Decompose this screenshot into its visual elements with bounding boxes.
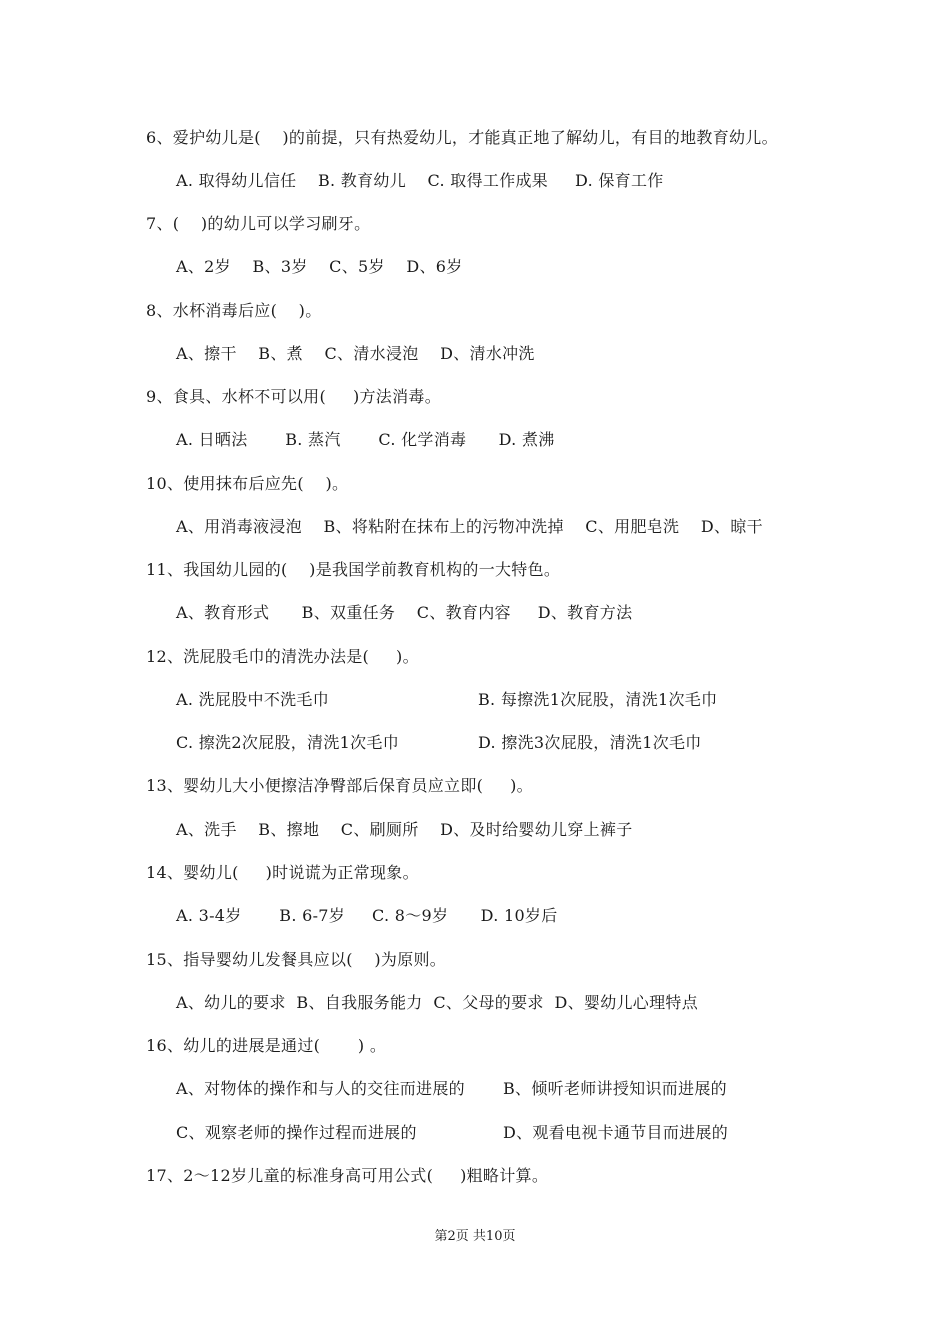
- question-13-options: A、洗手 B、擦地 C、刷厕所 D、及时给婴幼儿穿上裤子: [176, 820, 633, 839]
- question-15-options: A、幼儿的要求 B、自我服务能力 C、父母的要求 D、婴幼儿心理特点: [176, 993, 698, 1012]
- question-12-option-a: A. 洗屁股中不洗毛巾: [176, 690, 330, 709]
- question-16: 16、幼儿的进展是通过( ) 。: [146, 1036, 387, 1055]
- question-16-option-a: A、对物体的操作和与人的交往而进展的: [176, 1079, 465, 1098]
- question-15: 15、指导婴幼儿发餐具应以( )为原则。: [146, 950, 447, 969]
- question-12-option-c: C. 擦洗2次屁股，清洗1次毛巾: [176, 733, 400, 752]
- question-12-option-b: B. 每擦洗1次屁股，清洗1次毛巾: [478, 690, 718, 709]
- page-footer: 第2页 共10页: [434, 1229, 516, 1244]
- question-6-options: A. 取得幼儿信任 B. 教育幼儿 C. 取得工作成果 D. 保育工作: [176, 171, 664, 190]
- question-10-options: A、用消毒液浸泡 B、将粘附在抹布上的污物冲洗掉 C、用肥皂洗 D、晾干: [176, 517, 763, 536]
- question-17: 17、2～12岁儿童的标准身高可用公式( )粗略计算。: [146, 1166, 549, 1185]
- question-14: 14、婴幼儿( )时说谎为正常现象。: [146, 863, 419, 882]
- question-9: 9、食具、水杯不可以用( )方法消毒。: [146, 387, 441, 406]
- question-16-option-b: B、倾听老师讲授知识而进展的: [503, 1079, 727, 1098]
- question-7: 7、( )的幼儿可以学习刷牙。: [146, 214, 371, 233]
- question-9-options: A. 日晒法 B. 蒸汽 C. 化学消毒 D. 煮沸: [176, 430, 555, 449]
- question-11-options: A、教育形式 B、双重任务 C、教育内容 D、教育方法: [176, 603, 633, 622]
- question-14-options: A. 3-4岁 B. 6-7岁 C. 8～9岁 D. 10岁后: [176, 906, 558, 925]
- question-8: 8、水杯消毒后应( )。: [146, 301, 322, 320]
- question-7-options: A、2岁 B、3岁 C、5岁 D、6岁: [176, 257, 463, 276]
- question-16-option-c: C、观察老师的操作过程而进展的: [176, 1123, 417, 1142]
- question-13: 13、婴幼儿大小便擦洁净臀部后保育员应立即( )。: [146, 776, 533, 795]
- question-12-option-d: D. 擦洗3次屁股，清洗1次毛巾: [478, 733, 702, 752]
- question-10: 10、使用抹布后应先( )。: [146, 474, 349, 493]
- question-16-option-d: D、观看电视卡通节目而进展的: [503, 1123, 729, 1142]
- question-6: 6、爱护幼儿是( )的前提，只有热爱幼儿，才能真正地了解幼儿，有目的地教育幼儿。: [146, 128, 778, 147]
- question-11: 11、我国幼儿园的( )是我国学前教育机构的一大特色。: [146, 560, 561, 579]
- question-8-options: A、擦干 B、煮 C、清水浸泡 D、清水冲洗: [176, 344, 535, 363]
- question-12: 12、洗屁股毛巾的清洗办法是( )。: [146, 647, 419, 666]
